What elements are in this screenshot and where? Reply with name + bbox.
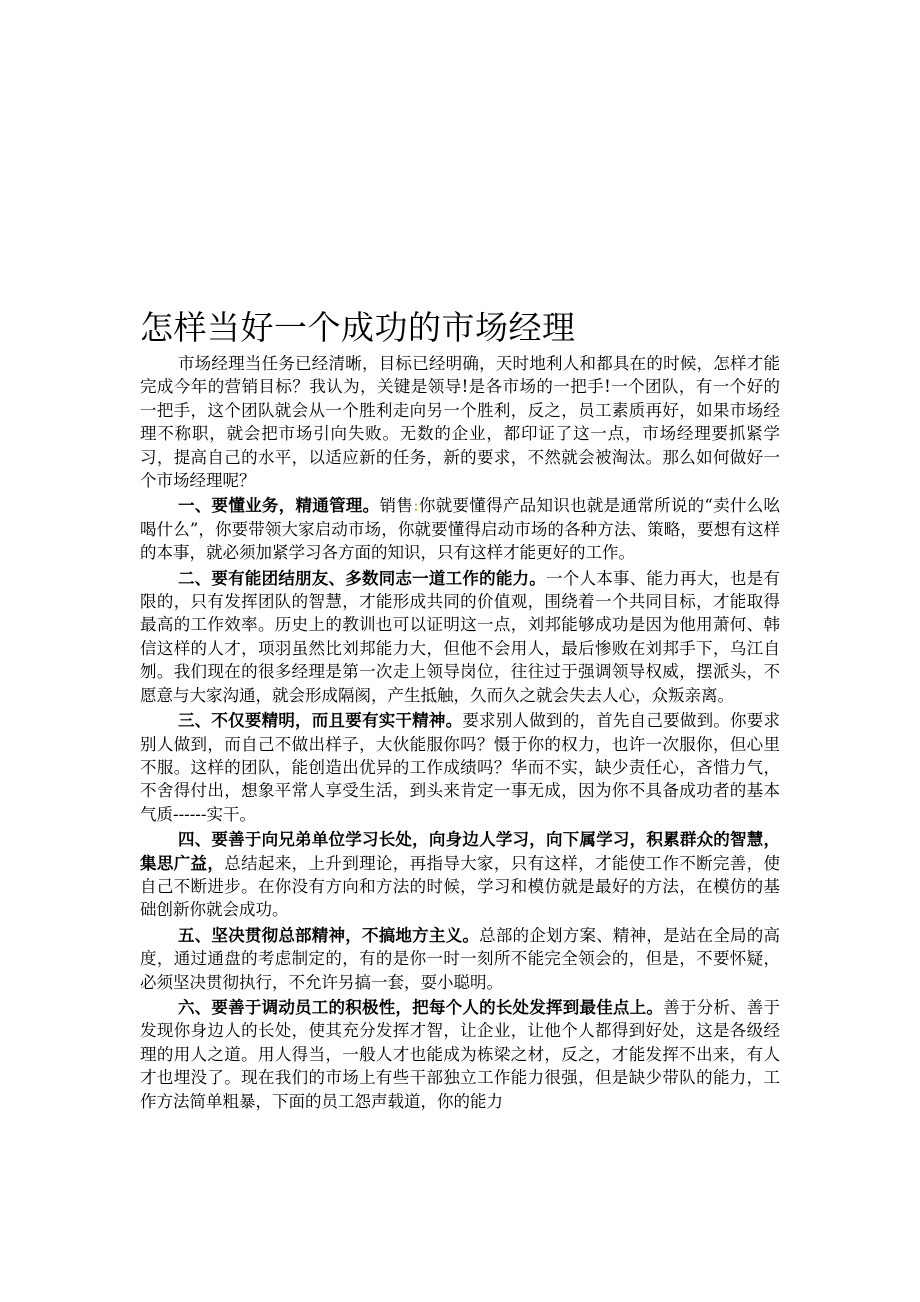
section-5-paragraph: [140, 924, 780, 994]
section-6-body: 善于分析、善于发现你身边人的长处，使其充分发挥才智，让企业，让他个人都得到好处，这是各级经理的用人之道。用人得当，一般人才也能成为栋梁之材，反之，才能发挥不出来，有人才也埋没了。现在我们的市场上有些干部独立工作能力很强，但是缺少带队的能力，工作方法简单粗暴，下面的员工怨声载道，你的能力: [140, 997, 781, 1111]
section-1-heading: 一、要懂业务，精通管理。: [177, 496, 380, 516]
section-3-heading: 三、不仅要精明，而且要有实干精神。: [177, 711, 463, 731]
section-2-heading: 二、要有能团结朋友、多数同志一道工作的能力。: [177, 568, 547, 588]
section-4-body: 总结起来，上升到理论，再指导大家，只有这样，才能使工作不断完善，使自己不断进步。在你没有方向和方法的时候，学习和模仿就是最好的方法，在模仿的基础创新你就会成功。: [140, 853, 781, 920]
section-1-body: 你就要懂得产品知识也就是通常所说的“卖什么吆喝什么”，你要带领大家启动市场，你就要懂得启动市场的各种方法、策略，要想有这样的本事，就必须加紧学习各方面的知识，只有这样才能更好的工作。: [140, 496, 781, 563]
section-1-prefix: 销售: [379, 496, 414, 516]
section-3-paragraph: [140, 709, 780, 826]
intro-paragraph: 市场经理当任务已经清晰，目标已经明确，天时地利人和都具在的时候，怎样才能完成今年的营销目标？我认为，关键是领导!是各市场的一把手!一个团队，有一个好的一把手，这个团队就会从一个胜利走向另一个胜利，反之，员工素质再好，如果市场经理不称职，就会把市场引向失败。无数的企业，都印证了这一点，市场经理要抓紧学习，提高自己的水平，以适应新的任务，新的要求，不然就会被淘汰。那么如何做好一个市场经理呢？: [140, 354, 780, 491]
section-4-paragraph: [140, 828, 780, 922]
section-2-paragraph: [140, 567, 780, 707]
section-1-separator: :: [413, 496, 419, 516]
section-6-paragraph: [140, 996, 780, 1113]
section-3-body: 要求别人做到的，首先自己要做到。你要求别人做到，而自己不做出样子，大伙能服你吗？慑于你的权力，也许一次服你，但心里不服。这样的团队，能创造出优异的工作成绩吗？华而不实，缺少责任心，吝惜力气，不舍得付出，想象平常人享受生活，到头来肯定一事无成，因为你不具备成功者的基本气质------实干。: [140, 711, 781, 824]
document-body: [140, 306, 780, 1115]
document-title: 怎样当好一个成功的市场经理: [140, 308, 576, 347]
section-5-body: 总部的企划方案、精神，是站在全局的高度，通过通盘的考虑制定的，有的是你一时一刻所不能完全领会的，但是，不要怀疑，必须坚决贯彻执行，不允许另搞一套，耍小聪明。: [140, 925, 781, 992]
section-2-body: 一个人本事、能力再大，也是有限的，只有发挥团队的智慧，才能形成共同的价值观，围绕着一个共同目标，才能取得最高的工作效率。历史上的教训也可以证明这一点，刘邦能够成功是因为他用萧何、韩信这样的人才，项羽虽然比刘邦能力大，但他不会用人，最后惨败在刘邦手下，乌江自刎。我们现在的很多经理是第一次走上领导岗位，往往过于强调领导权威，摆派头，不愿意与大家沟通，就会形成隔阂，产生抵触，久而久之就会失去人心，众叛亲离。: [140, 568, 781, 705]
section-4-heading: 四、要善于向兄弟单位学习长处，向身边人学习，向下属学习，积累群众的智慧，集思广益，: [140, 830, 780, 873]
section-1-paragraph: [140, 494, 780, 564]
section-6-heading: 六、要善于调动员工的积极性，把每个人的长处发挥到最佳点上。: [177, 997, 664, 1017]
section-5-heading: 五、坚决贯彻总部精神，不搞地方主义。: [177, 925, 480, 945]
